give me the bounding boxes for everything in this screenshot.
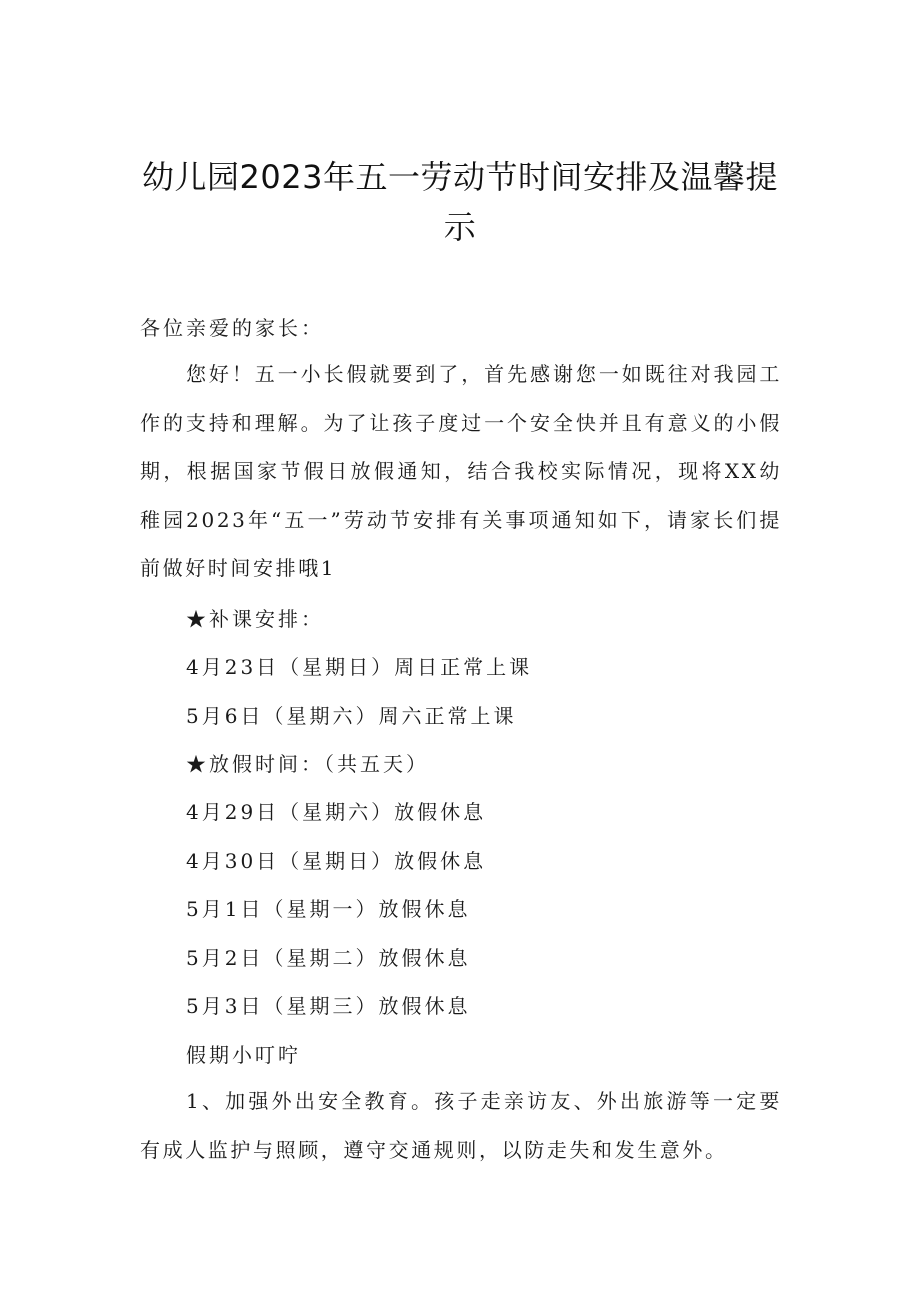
holiday-day-1: 4月29日（星期六）放假休息 xyxy=(186,800,487,824)
reminder-heading: 假期小叮咛 xyxy=(186,1043,301,1067)
reminder-item-1: 1、加强外出安全教育。孩子走亲访友、外出旅游等一定要有成人监护与照顾，遵守交通规则，以防走失和发生意外。 xyxy=(140,1089,782,1162)
intro-paragraph: 您好！五一小长假就要到了，首先感谢您一如既往对我园工作的支持和理解。为了让孩子度过一个安全快并且有意义的小假期，根据国家节假日放假通知，结合我校实际情况，现将XX幼稚园2023年“五一”劳动节安排有关事项通知如下，请家长们提前做好时间安排哦1 xyxy=(140,362,782,580)
holiday-day-4: 5月2日（星期二）放假休息 xyxy=(186,946,471,970)
holiday-day-2: 4月30日（星期日）放假休息 xyxy=(186,849,487,873)
makeup-day-1: 4月23日（星期日）周日正常上课 xyxy=(186,655,533,679)
makeup-day-2: 5月6日（星期六）周六正常上课 xyxy=(186,704,517,728)
holiday-day-3: 5月1日（星期一）放假休息 xyxy=(186,897,471,921)
holiday-day-5: 5月3日（星期三）放假休息 xyxy=(186,994,471,1018)
salutation: 各位亲爱的家长： xyxy=(140,316,324,340)
document-title: 幼儿园2023年五一劳动节时间安排及温馨提示 xyxy=(142,158,778,246)
holiday-heading: ★放假时间：（共五天） xyxy=(186,752,429,776)
makeup-heading: ★补课安排： xyxy=(186,607,324,631)
